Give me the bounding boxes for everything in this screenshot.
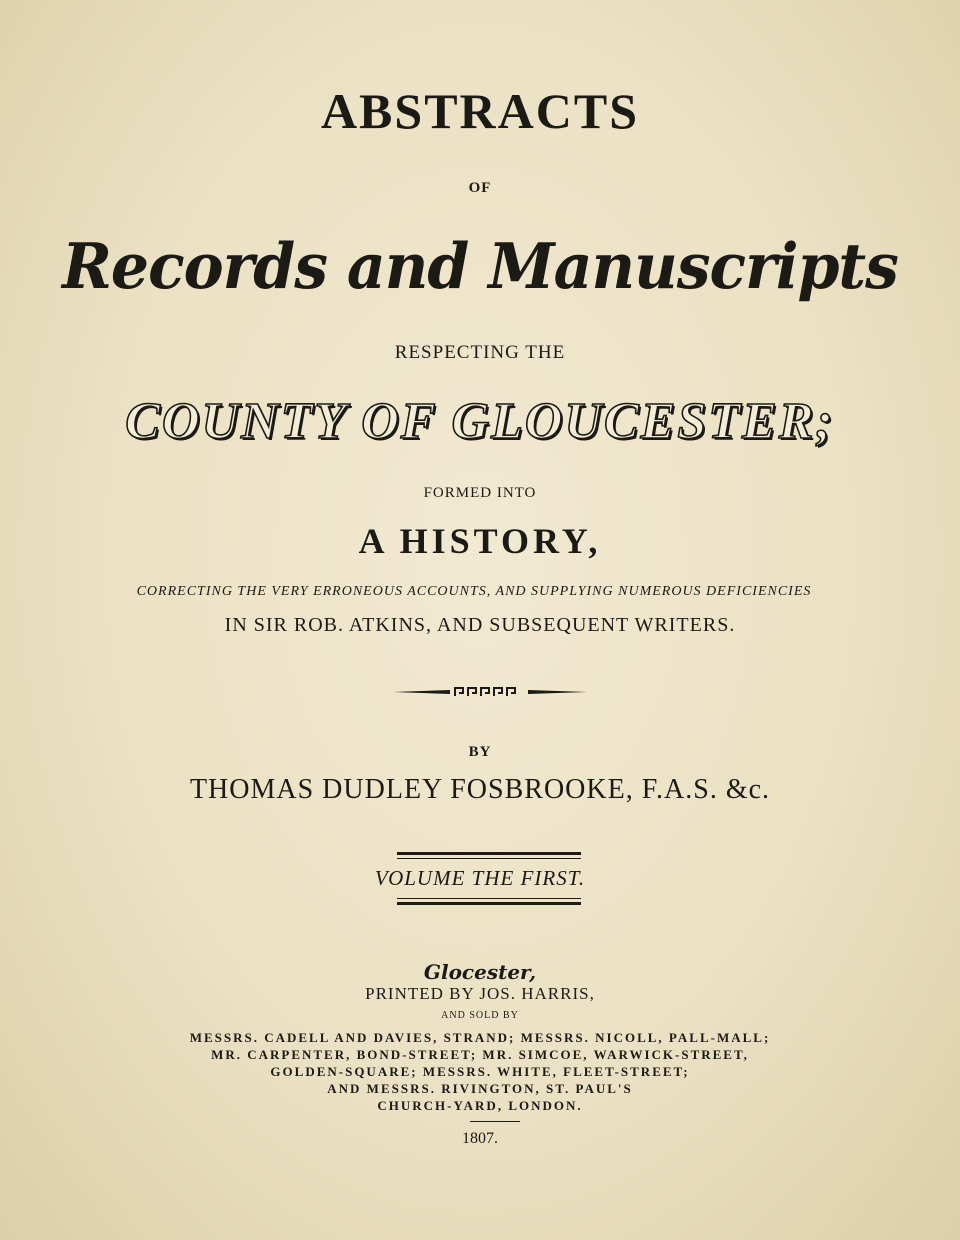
title-records-and-manuscripts: Records and Manuscripts [62,230,898,304]
ornament-divider [0,684,960,700]
by-line: BY [468,744,492,760]
imprint-year: 1807. [462,1130,498,1147]
formed-into-line: FORMED INTO [423,485,537,501]
author-name: THOMAS DUDLEY FOSBROOKE, F.A.S. &c. [189,774,771,805]
imprint-line: MESSRS. CADELL AND DAVIES, STRAND; MESSRS. NICOLL, PALL-MALL; [189,1030,771,1045]
imprint-sold-by: AND SOLD BY [441,1010,519,1021]
title-abstracts: ABSTRACTS [320,83,640,139]
county-of-gloucester: COUNTY OF GLOUCESTER; [125,393,835,450]
double-rule-top-thin [397,858,581,859]
volume-line: VOLUME THE FIRST. [374,866,586,890]
respecting-line: RESPECTING THE [394,342,566,363]
title-of: OF [468,180,492,196]
imprint-line: MR. CARPENTER, BOND-STREET; MR. SIMCOE, WARWICK-STREET, [211,1047,749,1062]
imprint-place: Glocester, [423,960,537,984]
a-history-heading: A HISTORY, [358,521,602,561]
year-rule [470,1121,520,1122]
double-rule-bottom [397,902,581,905]
double-rule-bottom-thin [397,898,581,899]
imprint-line: AND MESSRS. RIVINGTON, ST. PAUL'S [327,1081,633,1096]
imprint-line: CHURCH-YARD, LONDON. [377,1098,583,1113]
in-sir-rob-atkins-line: IN SIR ROB. ATKINS, AND SUBSEQUENT WRITERS. [224,614,736,636]
double-rule-top [397,852,581,855]
imprint-printer: PRINTED BY JOS. HARRIS, [365,984,595,1003]
imprint-line: GOLDEN-SQUARE; MESSRS. WHITE, FLEET-STREET; [270,1064,690,1079]
correcting-line: CORRECTING THE VERY ERRONEOUS ACCOUNTS, AND SUPPLYING NUMEROUS DEFICIENCIES [136,584,812,599]
